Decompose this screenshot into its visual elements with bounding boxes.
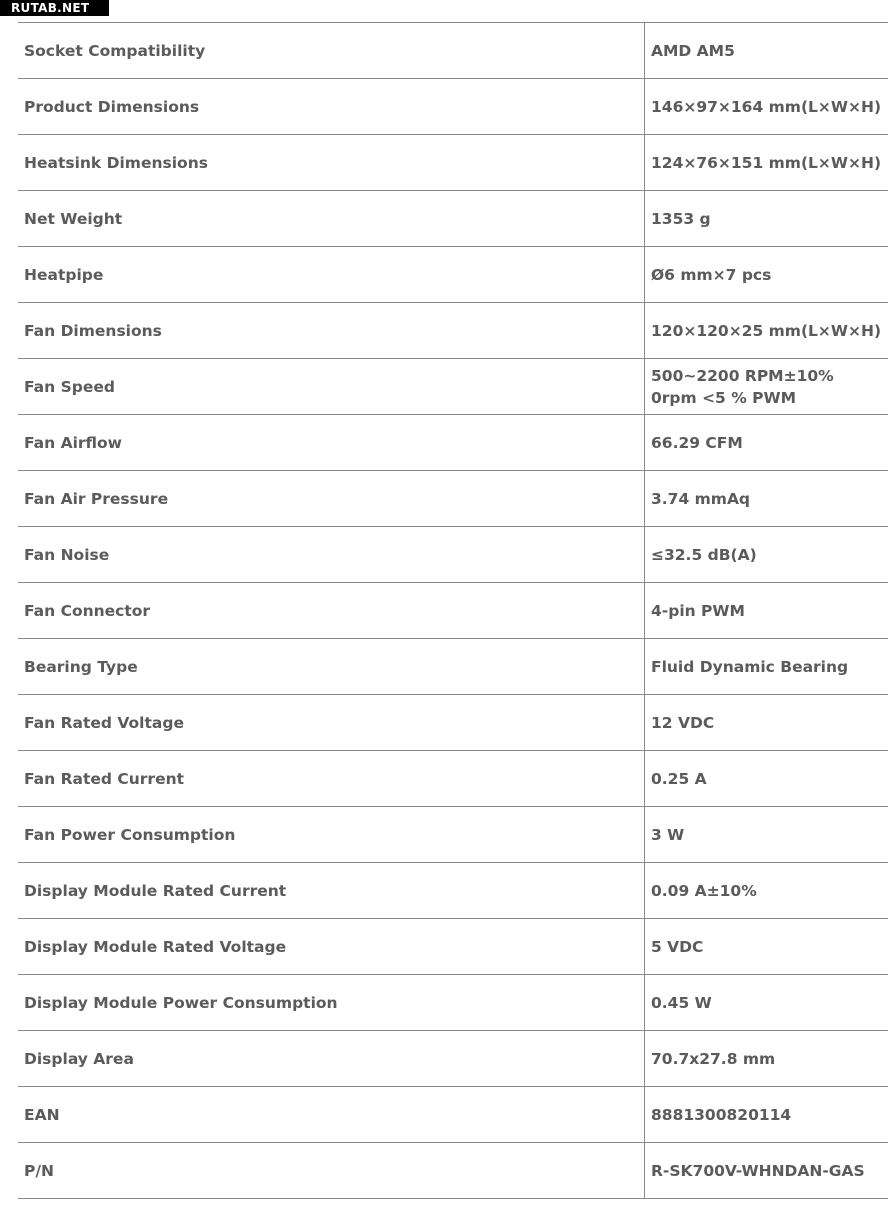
spec-row (18, 247, 888, 303)
spec-row (18, 303, 888, 359)
spec-value (645, 1087, 888, 1142)
spec-value-line: 12 VDC (651, 713, 715, 732)
spec-label: EAN (18, 1087, 645, 1142)
spec-label: Display Module Rated Voltage (18, 919, 645, 974)
spec-value (645, 583, 888, 638)
spec-value (645, 1031, 888, 1086)
spec-value-line: R-SK700V-WHNDAN-GAS (651, 1161, 865, 1180)
spec-row (18, 919, 888, 975)
spec-value (645, 247, 888, 302)
spec-row (18, 751, 888, 807)
watermark-logo: RUTAB.NET (0, 0, 109, 16)
spec-value (645, 919, 888, 974)
spec-row (18, 1143, 888, 1199)
spec-value-line: 66.29 CFM (651, 433, 743, 452)
spec-label: Heatsink Dimensions (18, 135, 645, 190)
spec-value (645, 359, 888, 414)
spec-label: Display Area (18, 1031, 645, 1086)
spec-label: Fan Air Pressure (18, 471, 645, 526)
spec-value-line: 1353 g (651, 209, 711, 228)
spec-label: P/N (18, 1143, 645, 1198)
spec-label: Fan Rated Current (18, 751, 645, 806)
spec-value-line: 146×97×164 mm(L×W×H) (651, 97, 882, 116)
spec-value-line: 3 W (651, 825, 685, 844)
spec-value-line: 0.25 A (651, 769, 707, 788)
spec-label: Fan Noise (18, 527, 645, 582)
spec-row (18, 79, 888, 135)
spec-value (645, 303, 888, 358)
spec-row (18, 1031, 888, 1087)
spec-value (645, 807, 888, 862)
spec-value (645, 415, 888, 470)
spec-value (645, 135, 888, 190)
spec-row (18, 975, 888, 1031)
spec-value-line: 124×76×151 mm(L×W×H) (651, 153, 882, 172)
spec-label: Fan Connector (18, 583, 645, 638)
spec-value (645, 863, 888, 918)
spec-value-line: 3.74 mmAq (651, 489, 751, 508)
spec-value-line: 0.09 A±10% (651, 881, 757, 900)
spec-label: Fan Dimensions (18, 303, 645, 358)
spec-value-line: AMD AM5 (651, 41, 735, 60)
spec-value (645, 471, 888, 526)
spec-label: Fan Power Consumption (18, 807, 645, 862)
spec-label: Heatpipe (18, 247, 645, 302)
spec-value-line: 8881300820114 (651, 1105, 792, 1124)
spec-row (18, 863, 888, 919)
spec-row (18, 415, 888, 471)
spec-row (18, 807, 888, 863)
spec-value-line: ≤32.5 dB(A) (651, 545, 757, 564)
spec-value (645, 1143, 888, 1198)
spec-value (645, 695, 888, 750)
spec-label: Display Module Rated Current (18, 863, 645, 918)
spec-value (645, 527, 888, 582)
spec-value-line: 4-pin PWM (651, 601, 745, 620)
spec-value (645, 751, 888, 806)
spec-row (18, 191, 888, 247)
spec-value (645, 79, 888, 134)
spec-value (645, 639, 888, 694)
spec-value (645, 975, 888, 1030)
spec-row (18, 639, 888, 695)
spec-label: Fan Rated Voltage (18, 695, 645, 750)
spec-value-line: 5 VDC (651, 937, 704, 956)
spec-row (18, 583, 888, 639)
spec-value-line: 500~2200 RPM±10% (651, 366, 834, 385)
spec-label: Fan Airflow (18, 415, 645, 470)
spec-value-line: 0.45 W (651, 993, 712, 1012)
spec-label: Bearing Type (18, 639, 645, 694)
spec-row (18, 135, 888, 191)
spec-value-line: 70.7x27.8 mm (651, 1049, 776, 1068)
spec-row (18, 1087, 888, 1143)
spec-row (18, 471, 888, 527)
spec-row (18, 695, 888, 751)
spec-label: Net Weight (18, 191, 645, 246)
spec-row (18, 23, 888, 79)
spec-label: Socket Compatibility (18, 23, 645, 78)
spec-table (18, 22, 888, 1199)
spec-label: Fan Speed (18, 359, 645, 414)
spec-value-line: 0rpm <5 % PWM (651, 388, 797, 407)
spec-row (18, 359, 888, 415)
spec-value (645, 191, 888, 246)
spec-value-line: Ø6 mm×7 pcs (651, 265, 772, 284)
spec-label: Display Module Power Consumption (18, 975, 645, 1030)
spec-value (645, 23, 888, 78)
spec-label: Product Dimensions (18, 79, 645, 134)
spec-value-line: Fluid Dynamic Bearing (651, 657, 849, 676)
spec-value-line: 120×120×25 mm(L×W×H) (651, 321, 882, 340)
spec-row (18, 527, 888, 583)
